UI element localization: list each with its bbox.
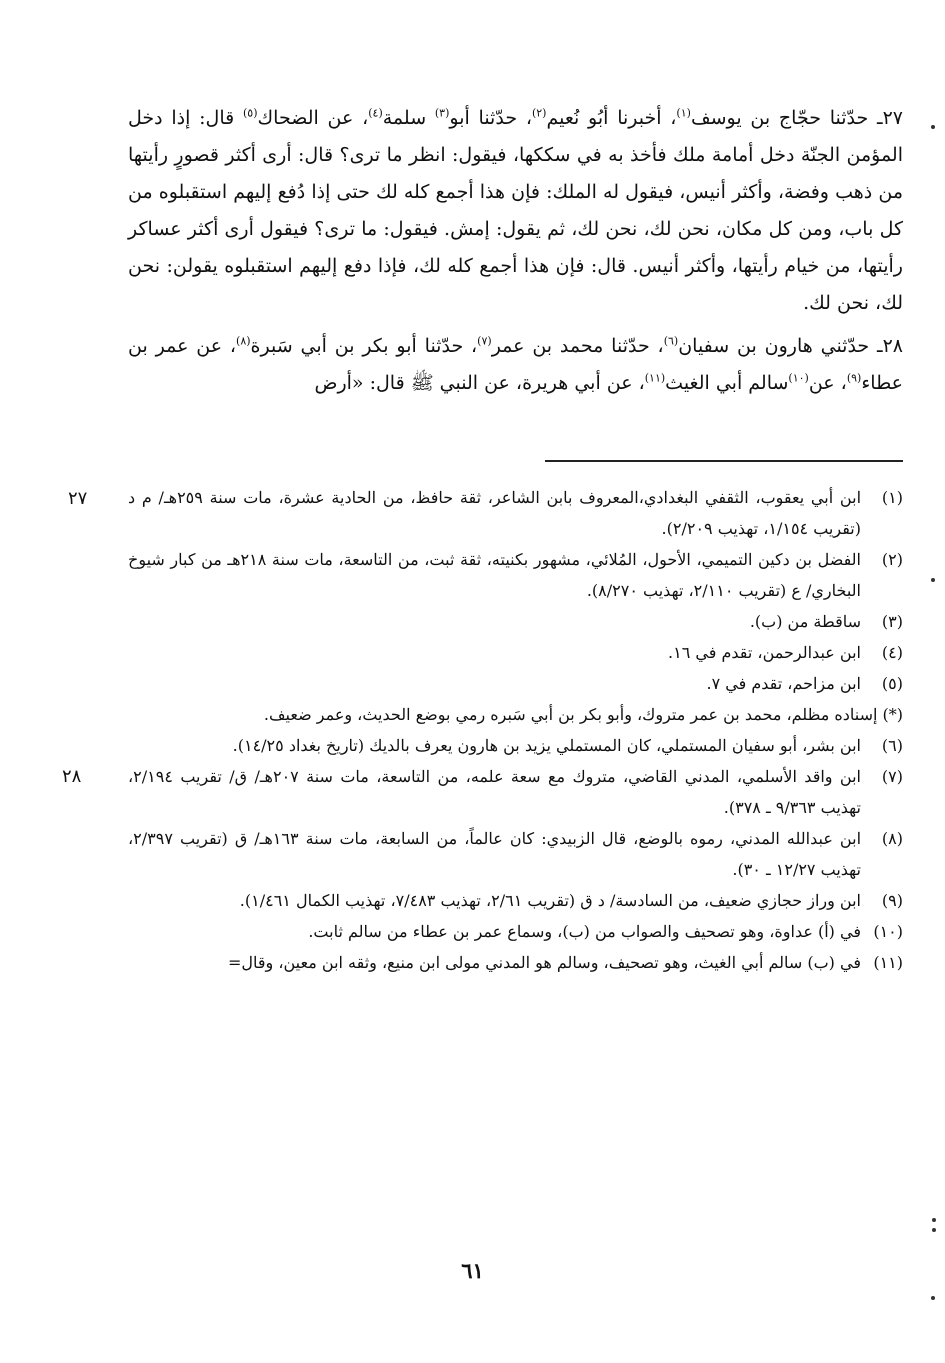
footnote-ref: (٩) <box>846 371 862 385</box>
footnote-text: ابن وراز حجازي ضعيف، من السادسة/ د ق (تقريب ٢/٦١، تهذيب ٧/٤٨٣، تهذيب الكمال ١/٤٦١). <box>239 891 861 910</box>
footnote-text: في (أ) عداوة، وهو تصحيف والصواب من (ب)، وسماع عمر بن عطاء من سالم ثابت. <box>308 922 861 941</box>
footnote <box>128 544 903 606</box>
footnote <box>128 947 903 978</box>
footnote-text: ابن عبدالرحمن، تقدم في ١٦. <box>668 643 861 662</box>
footnote-text: ساقطة من (ب). <box>749 612 861 631</box>
footnote-ref: (٦) <box>663 334 679 348</box>
footnote-text: في (ب) سالم أبي الغيث، وهو تصحيف، وسالم هو المدني مولى ابن منيع، وثقه ابن معين، وقال= <box>227 953 861 972</box>
footnote-number: (٥) <box>881 674 903 693</box>
hadith-28-chain: سالم أبي الغيث <box>665 372 789 394</box>
hadith-28-chain: ، عن عمر بن عطاء <box>128 335 903 394</box>
scan-speck <box>931 125 935 129</box>
footnotes <box>128 482 903 978</box>
hadith-27-text: قال: إذا دخل المؤمن الجنّة دخل أمامة ملك فأخذ به في سككها، فيقول: انظر ما ترى؟ قال: أرى أكثر قصورٍ رأيتها من ذهب وفضة، وأكثر أنيس، فيقول له الملك: فإن هذا أجمع كله لك حتى إذا دُفع إليهم استقبلوه من كل باب، ومن كل مكان، نحن لك، نحن لك، ثم يقول: إمش. فيقول: ما ترى؟ فيقول أرى أكثر عساكر رأيتها، من خيام رأيتها، وأكثر أنيس. قال: فإن هذا أجمع كله لك، فإذا دفع إليهم استقبلوه يقولن: نحن لك، نحن لك. <box>128 107 903 314</box>
footnote-number: (٦) <box>881 736 903 755</box>
footnote-number: (٢) <box>881 550 903 569</box>
hadith-27-chain: ، عن الضحاك <box>257 107 369 129</box>
footnote-text: ابن أبي يعقوب، الثقفي البغدادي،المعروف بابن الشاعر، ثقة حافظ، من الحادية عشرة، مات سنة ٢٥٩هـ/ م د (تقريب ١/١٥٤، تهذيب ٢/٢٠٩). <box>128 488 862 538</box>
footnote-ref: (٢) <box>531 106 547 120</box>
footnote-text: (*) إسناده مظلم، محمد بن عمر متروك، وأبو بكر بن أبي سَبره رمي بوضع الحديث، وعمر ضعيف. <box>263 705 903 724</box>
scan-speck <box>931 1296 935 1300</box>
hadith-28-chain: ، حدّثنا محمد بن عمر <box>491 335 664 357</box>
footnote-text: ابن واقد الأسلمي، المدني القاضي، متروك مع سعة علمه، من التاسعة، مات سنة ٢٠٧هـ/ ق/ تقريب ٢/١٩٤، تهذيب ٩/٣٦٣ ـ ٣٧٨). <box>128 767 861 817</box>
footnote-ref: (١١) <box>644 371 666 385</box>
footnote-text: ابن بشر، أبو سفيان المستملي، كان المستملي يزيد بن هارون يعرف بالديك (تاريخ بغداد ١٤/٢٥). <box>232 736 861 755</box>
hadith-27 <box>128 100 903 322</box>
footnote-text: الفضل بن دكين التميمي، الأحول، المُلائي، مشهور بكنيته، ثقة ثبت، من التاسعة، مات سنة ٢١٨هـ من كبار شيوخ البخاري/ ع (تقريب ٢/١١٠، تهذيب ٨/٢٧٠). <box>128 550 861 600</box>
footnote-text: ابن عبدالله المدني، رموه بالوضع، قال الزبيدي: كان عالماً، من السابعة، مات سنة ١٦٣هـ/ ق (تقريب ٢/٣٩٧، تهذيب ١٢/٢٧ ـ ٣٠). <box>128 829 862 879</box>
footnote-ref: (٧) <box>477 334 492 348</box>
footnote-ref: (٥) <box>242 106 258 120</box>
footnote-number: (١) <box>881 488 903 507</box>
footnote-text: ابن مزاحم، تقدم في ٧. <box>706 674 861 693</box>
footnote <box>128 730 903 761</box>
hadith-27-chain: سلمة <box>382 107 435 129</box>
footnote <box>128 637 903 668</box>
footnote-number: (١١) <box>873 953 903 972</box>
footnote-number: (٨) <box>881 829 903 848</box>
main-text <box>128 100 903 402</box>
footnote <box>128 482 903 544</box>
footnote-number: (١٠) <box>873 922 903 941</box>
footnote-number: (٣) <box>881 612 903 631</box>
footnote <box>128 823 903 885</box>
hadith-28 <box>128 328 903 402</box>
margin-hadith-number: ٢٧ <box>68 488 88 509</box>
footnote-ref: (١) <box>676 106 691 120</box>
hadith-27-opening: ٢٧ـ حدّثنا حجّاج بن يوسف <box>690 107 903 129</box>
footnote-number: (٧) <box>881 767 903 786</box>
hadith-28-opening: ٢٨ـ حدّثني هارون بن سفيان <box>678 335 904 357</box>
hadith-28-chain: ، حدّثنا أبو بكر بن أبي سَبرة <box>250 335 478 357</box>
margin-hadith-number: ٢٨ <box>62 766 82 787</box>
footnote <box>128 606 903 637</box>
footnote-number: (٩) <box>881 891 903 910</box>
page-number: ٦١ <box>461 1258 484 1283</box>
scan-speck <box>931 578 935 582</box>
hadith-28-chain: ، عن <box>808 372 847 394</box>
hadith-28-text: ، عن أبي هريرة، عن النبي ﷺ قال: «أرض <box>314 372 645 394</box>
footnote-number: (٤) <box>881 643 903 662</box>
scan-speck <box>932 1228 936 1232</box>
footnote <box>128 885 903 916</box>
footnote-ref: (٣) <box>434 106 450 120</box>
hadith-27-chain: ، حدّثنا أبو <box>449 107 532 129</box>
footnote <box>128 668 903 699</box>
hadith-27-chain: ، أخبرنا أبُو نُعيم <box>546 107 677 129</box>
footnote <box>128 761 903 823</box>
footnote-ref: (٤) <box>368 106 383 120</box>
footnote-separator <box>545 460 903 462</box>
isnad-grading-note <box>128 699 903 730</box>
footnote-ref: (١٠) <box>788 371 809 385</box>
footnote-ref: (٨) <box>236 334 251 348</box>
scan-speck <box>932 1218 936 1222</box>
footnote <box>128 916 903 947</box>
